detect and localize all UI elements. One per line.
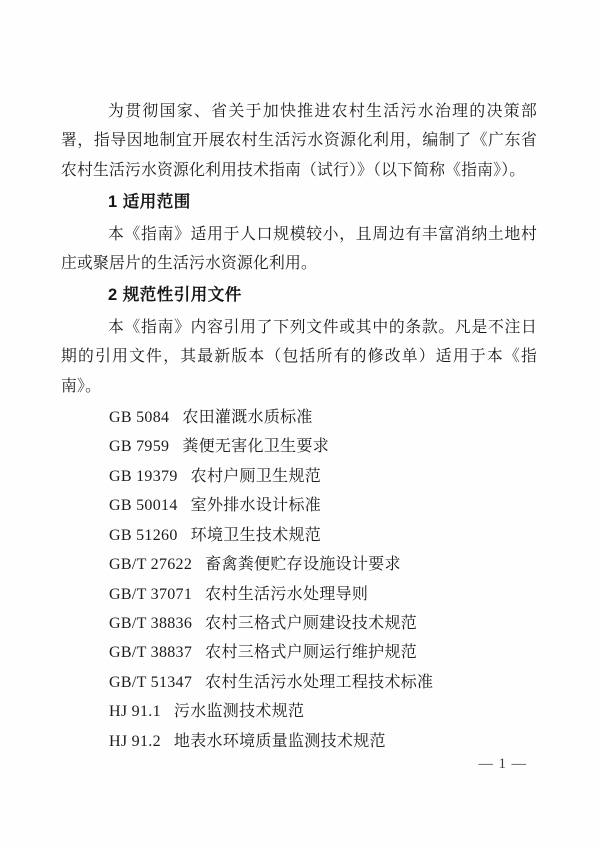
reference-title: 地表水环境质量监测技术规范: [173, 732, 386, 750]
page-content: [61, 97, 537, 756]
reference-title: 粪便无害化卫生要求: [182, 438, 330, 456]
reference-item: [61, 491, 537, 520]
reference-item: [61, 462, 537, 491]
reference-item: [61, 403, 537, 432]
reference-title: 室外排水设计标准: [190, 497, 322, 515]
reference-item: [61, 668, 537, 697]
reference-code: GB/T 38837: [109, 644, 193, 662]
reference-title: 畜禽粪便贮存设施设计要求: [205, 556, 401, 574]
reference-code: GB 7959: [109, 438, 170, 456]
reference-item: [61, 432, 537, 461]
reference-code: GB/T 27622: [109, 556, 193, 574]
section-1-paragraph: 本《指南》适用于人口规模较小，且周边有丰富消纳土地村庄或聚居片的生活污水资源化利用。: [61, 225, 537, 273]
page-number: — 1 —: [478, 756, 527, 772]
reference-title: 农田灌溉水质标准: [182, 409, 313, 427]
section-2-paragraph: 本《指南》内容引用了下列文件或其中的条款。凡是不注日期的引用文件，其最新版本（包括所有的修改单）适用于本《指南》。: [61, 318, 537, 395]
section-1-heading: 1 适用范围: [108, 193, 191, 212]
reference-item: [61, 609, 537, 638]
reference-title: 农村生活污水处理导则: [205, 585, 369, 603]
reference-title: 农村户厕卫生规范: [190, 467, 322, 485]
reference-title: 农村三格式户厕运行维护规范: [205, 644, 418, 662]
reference-title: 农村三格式户厕建设技术规范: [205, 614, 418, 632]
reference-code: GB/T 38836: [109, 614, 193, 632]
reference-item: [61, 550, 537, 579]
reference-item: [61, 521, 537, 550]
reference-code: GB/T 37071: [109, 585, 193, 603]
reference-title: 污水监测技术规范: [173, 703, 305, 721]
reference-item: [61, 697, 537, 726]
reference-item: [61, 580, 537, 609]
reference-title: 环境卫生技术规范: [190, 526, 322, 544]
reference-code: HJ 91.2: [109, 732, 161, 750]
reference-title: 农村生活污水处理工程技术标准: [205, 673, 434, 691]
intro-paragraph: 为贯彻国家、省关于加快推进农村生活污水治理的决策部署，指导因地制宜开展农村生活污水资源化利用，编制了《广东省农村生活污水资源化利用技术指南（试行）》（以下简称《指南》）。: [61, 103, 537, 179]
reference-item: [61, 727, 537, 756]
reference-code: HJ 91.1: [109, 703, 161, 721]
reference-code: GB 5084: [109, 409, 170, 427]
section-2-heading: 2 规范性引用文件: [108, 286, 242, 305]
reference-code: GB 51260: [109, 526, 178, 544]
reference-code: GB 50014: [109, 497, 178, 515]
reference-list: [61, 403, 537, 756]
reference-item: [61, 638, 537, 667]
reference-code: GB/T 51347: [109, 673, 193, 691]
reference-code: GB 19379: [109, 467, 178, 485]
